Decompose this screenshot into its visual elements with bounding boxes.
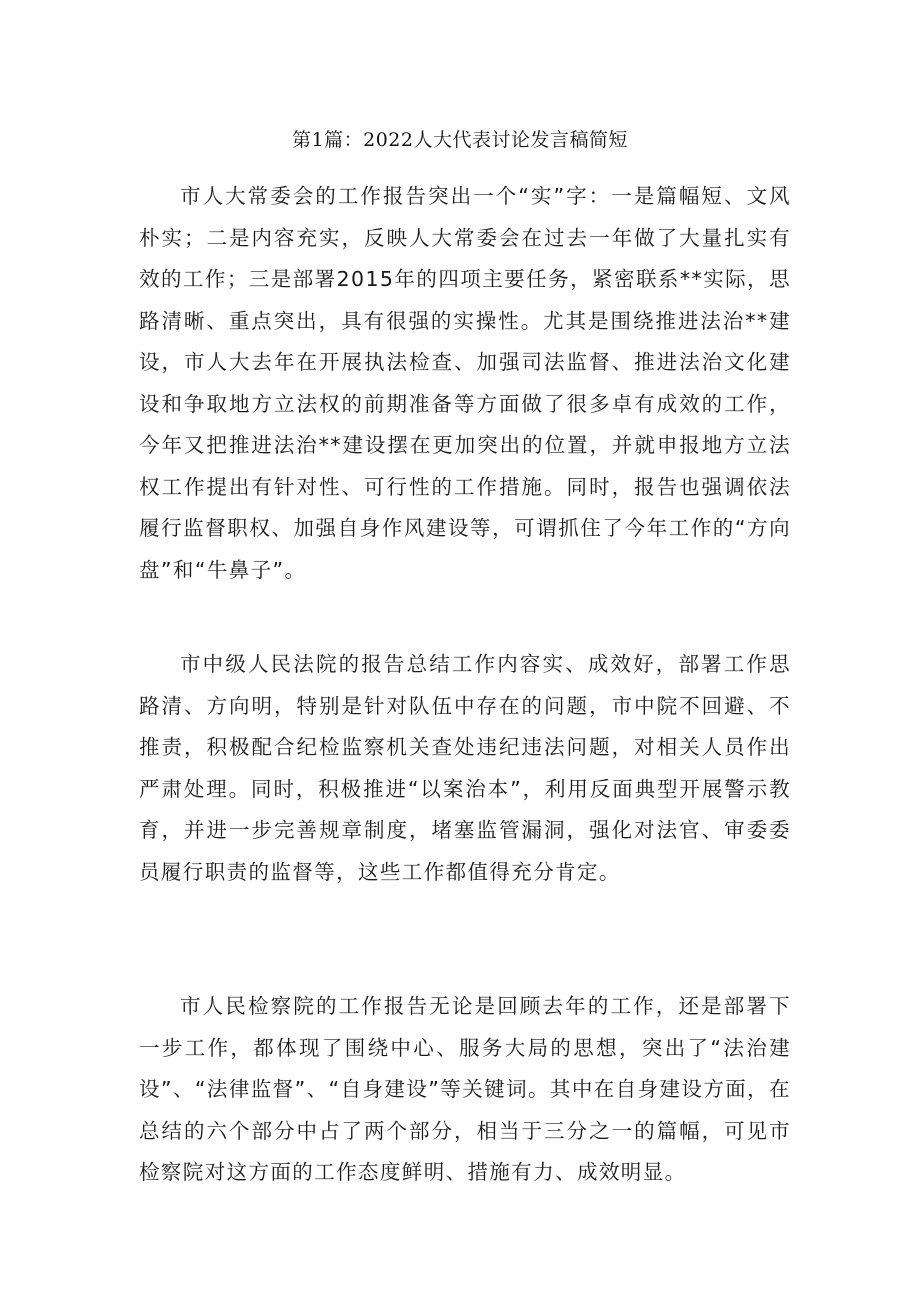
paragraph-3: 市人民检察院的工作报告无论是回顾去年的工作，还是部署下一步工作，都体现了围绕中心、服务大局的思想，突出了“法治建设”、“法律监督”、“自身建设”等关键词。其中在自身建设方面，在总结的六个部分中占了两个部分，相当于三分之一的篇幅，可见市检察院对这方面的工作态度鲜明、措施有力、成效明显。: [139, 994, 791, 1184]
paragraph-1-block: [139, 176, 791, 591]
paragraph-2: 市中级人民法院的报告总结工作内容实、成效好，部署工作思路清、方向明，特别是针对队伍中存在的问题，市中院不回避、不推责，积极配合纪检监察机关查处违纪违法问题，对相关人员作出严肃处理。同时，积极推进“以案治本”，利用反面典型开展警示教育，并进一步完善规章制度，堵塞监管漏洞，强化对法官、审委委员履行职责的监督等，这些工作都值得充分肯定。: [139, 652, 791, 884]
document-title: 第1篇：2022人大代表讨论发言稿简短: [292, 129, 628, 151]
paragraph-2-block: [139, 644, 791, 893]
paragraph-1: 市人大常委会的工作报告突出一个“实”字：一是篇幅短、文风朴实；二是内容充实，反映人大常委会在过去一年做了大量扎实有效的工作；三是部署2015年的四项主要任务，紧密联系**实际，思路清晰、重点突出，具有很强的实操性。尤其是围绕推进法治**建设，市人大去年在开展执法检查、加强司法监督、推进法治文化建设和争取地方立法权的前期准备等方面做了很多卓有成效的工作，今年又把推进法治**建设摆在更加突出的位置，并就申报地方立法权工作提出有针对性、可行性的工作措施。同时，报告也强调依法履行监督职权、加强自身作风建设等，可谓抓住了今年工作的“方向盘”和“牛鼻子”。: [139, 184, 791, 582]
paragraph-3-block: [139, 986, 791, 1194]
